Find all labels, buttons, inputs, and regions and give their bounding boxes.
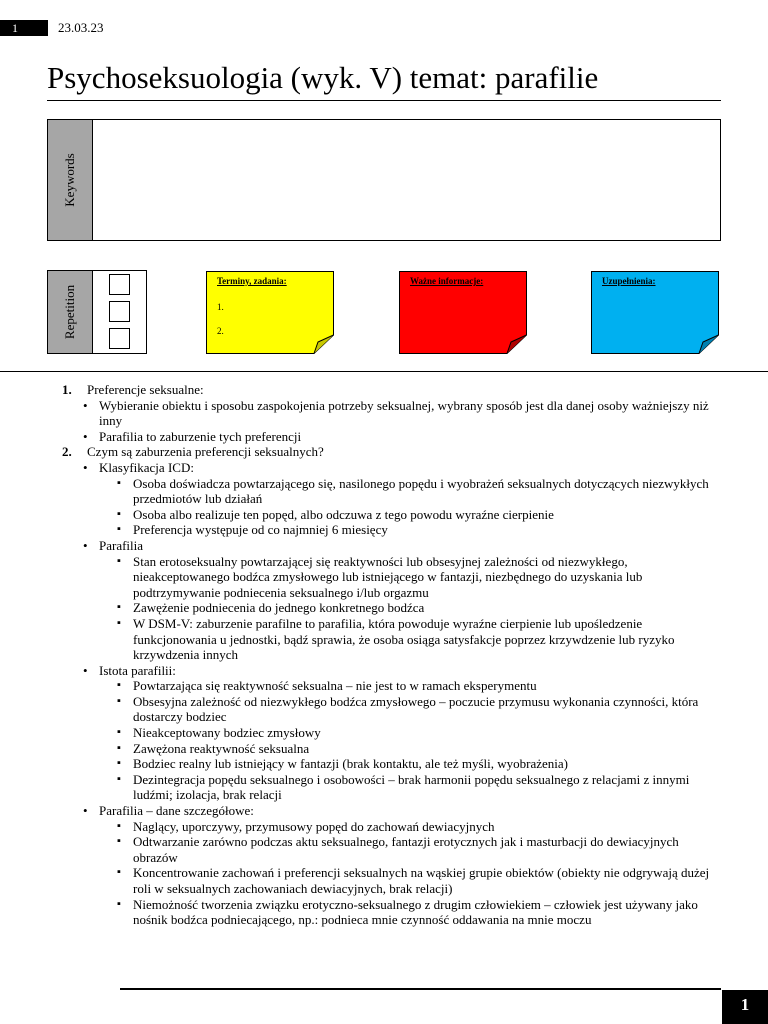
list-item <box>79 460 722 538</box>
list-item: ▪ Preferencja występuje od co najmniej 6 miesięcy <box>116 522 722 538</box>
repetition-checkbox-2[interactable] <box>109 301 130 322</box>
list-item: ▪ Stan erotoseksualny powtarzającej się reaktywności lub obsesyjnej zależności od niezwykłego, nieakceptowanego bodźca zmysłowego lub istniejącego w fantazji, niezbędnego do uzyskania lub podtrzymywanie podniecenia seksualnego i/lub orgazmu <box>116 554 722 601</box>
list-item <box>62 444 722 927</box>
repetition-box <box>47 270 147 354</box>
list-item: ▪ Powtarzająca się reaktywność seksualna – nie jest to w ramach eksperymentu <box>116 678 722 694</box>
list-item-text: Preferencje seksualne: <box>87 382 204 397</box>
list-item-text: Parafilia <box>99 537 144 553</box>
keywords-label: Keywords <box>62 153 77 207</box>
list-item: ▪ Nieakceptowany bodziec zmysłowy <box>116 725 722 741</box>
sub-sub-list <box>99 819 722 928</box>
list-item: ▪ Niemożność tworzenia związku erotyczno-seksualnego z drugim człowiekiem – człowiek jest używany jako nośnik bodźca podniecającego, np.: podnieca mnie czynność oddawania na mnie moczu <box>116 897 722 928</box>
footer-page-number: 1 <box>722 990 768 1024</box>
sticky-note-line: 2. <box>217 326 224 336</box>
sticky-note-additions[interactable] <box>591 271 719 354</box>
list-item-text: Klasyfikacja ICD: <box>99 459 194 475</box>
repetition-label-cell <box>48 271 93 353</box>
list-item <box>79 429 722 445</box>
page-title: Psychoseksuologia (wyk. V) temat: parafilie <box>47 60 599 95</box>
list-item: ▪ W DSM-V: zaburzenie parafilne to parafilia, która powoduje wyraźne cierpienie lub upośledzenie funkcjonowania u jednostki, bądź sprawia, że osoba osiąga satysfakcje poprzez krzywdzenie lub ryzyko krzywdzenia innych <box>116 616 722 663</box>
repetition-label: Repetition <box>62 284 77 340</box>
list-item <box>79 398 722 429</box>
list-item-text: Parafilia to zaburzenie tych preferencji <box>99 428 302 444</box>
list-item <box>79 803 722 928</box>
list-item: ▪ Odtwarzanie zarówno podczas aktu seksualnego, fantazji erotycznych jak i masturbacji do dewiacyjnych obrazów <box>116 834 722 865</box>
list-item: ▪ Obsesyjna zależność od niezwykłego bodźca zmysłowego – poczucie przymusu wykonania czynności, która dostarczy bodziec <box>116 694 722 725</box>
sub-list <box>87 460 722 928</box>
sticky-note-title: Uzupełnienia: <box>602 276 656 286</box>
list-item: ▪ Zawężona reaktywność seksualna <box>116 741 722 757</box>
sticky-note-line: 1. <box>217 302 224 312</box>
sticky-note-title: Terminy, zadania: <box>217 276 287 286</box>
list-item: ▪ Zawężenie podniecenia do jednego konkretnego bodźca <box>116 600 722 616</box>
list-item-text: Parafilia – dane szczegółowe: <box>99 803 254 819</box>
list-item <box>79 663 722 803</box>
keywords-label-cell <box>48 120 93 240</box>
notes-content <box>62 382 722 928</box>
repetition-checkbox-1[interactable] <box>109 274 130 295</box>
sub-list <box>87 398 722 445</box>
sub-sub-list <box>99 678 722 803</box>
title-divider <box>47 100 721 101</box>
list-item-text: Istota parafilii: <box>99 662 176 678</box>
keywords-box[interactable] <box>47 119 721 241</box>
list-item: ▪ Dezintegracja popędu seksualnego i osobowości – brak harmonii popędu seksualnego z relacjami z innymi ludźmi; izolacja, brak relacji <box>116 772 722 803</box>
list-number: 2. <box>62 444 72 460</box>
list-item: ▪ Koncentrowanie zachowań i preferencji seksualnych na wąskiej grupie obiektów (obiekty nie odgrywają dużej roli w seksualnych zachowaniach dewiacyjnych, brak relacji) <box>116 865 722 896</box>
header-page-number: 1 <box>0 20 48 36</box>
sub-sub-list <box>99 476 722 538</box>
list-item: ▪ Osoba doświadcza powtarzającego się, nasilonego popędu i wyobrażeń seksualnych dotyczących niezwykłych przedmiotów lub działań <box>116 476 722 507</box>
sub-sub-list <box>99 554 722 663</box>
list-item: ▪ Naglący, uporczywy, przymusowy popęd do zachowań dewiacyjnych <box>116 819 722 835</box>
section-divider <box>0 371 768 372</box>
list-item-text: Czym są zaburzenia preferencji seksualnych? <box>87 444 324 460</box>
repetition-checkbox-3[interactable] <box>109 328 130 349</box>
list-number: 1. <box>62 382 72 397</box>
list-item: ▪ Bodziec realny lub istniejący w fantazji (brak kontaktu, ale też myśli, wyobrażenia) <box>116 756 722 772</box>
list-item: ▪ Osoba albo realizuje ten popęd, albo odczuwa z tego powodu wyraźne cierpienie <box>116 507 722 523</box>
list-item <box>62 382 722 444</box>
sticky-note-important[interactable] <box>399 271 527 354</box>
sticky-note-tasks[interactable] <box>206 271 334 354</box>
sticky-note-title: Ważne informacje: <box>410 276 484 286</box>
list-item-text: Wybieranie obiektu i sposobu zaspokojenia potrzeby seksualnej, wybrany sposób jest dla danej osoby ważniejszy niż inny <box>99 397 709 429</box>
header-date: 23.03.23 <box>58 20 104 35</box>
footer-divider <box>120 988 721 990</box>
main-list <box>62 382 722 928</box>
list-item <box>79 538 722 663</box>
